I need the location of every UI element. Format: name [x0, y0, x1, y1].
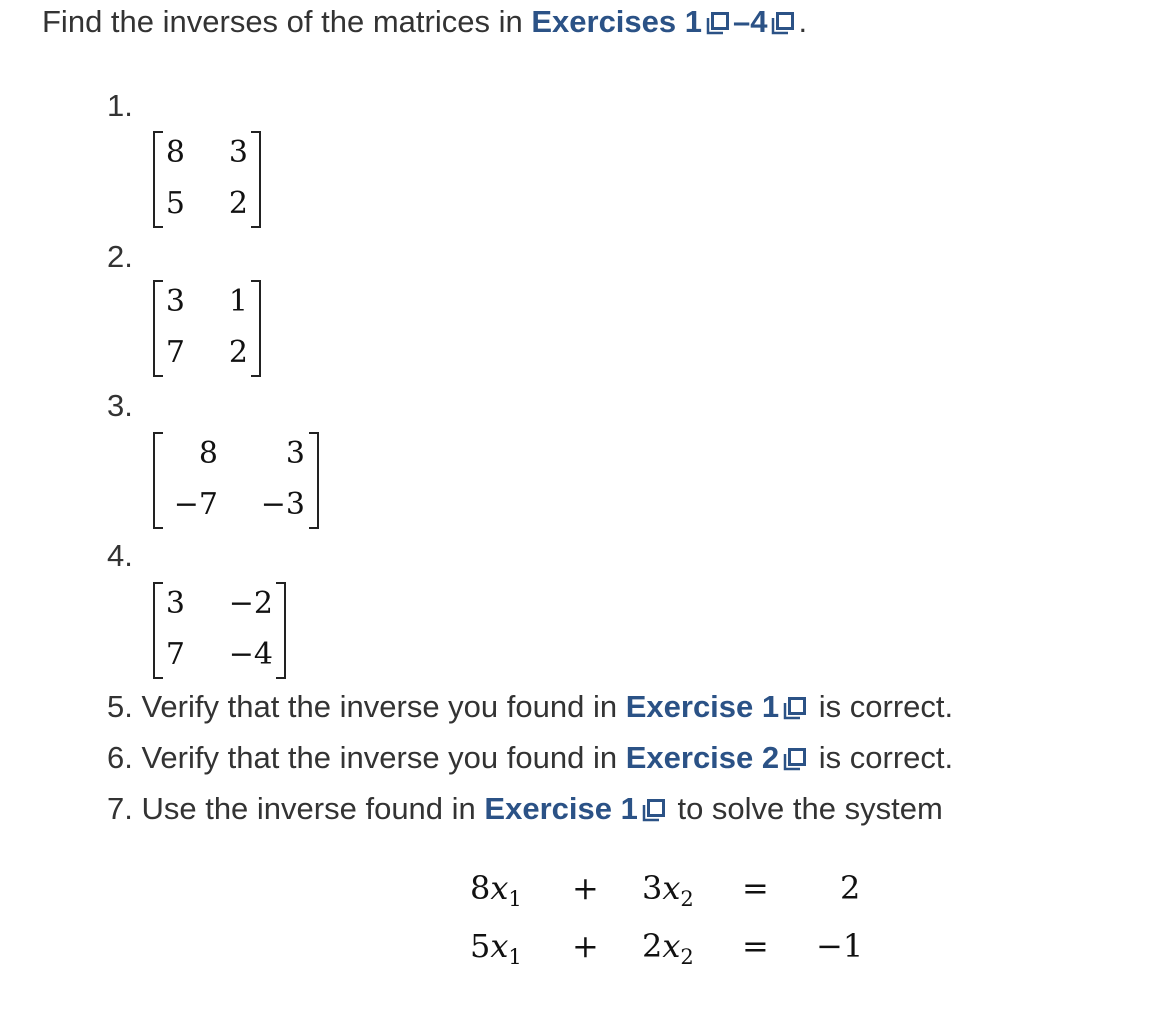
matrix-cell: 2 — [228, 335, 248, 370]
matrix-exercise-4 — [153, 582, 286, 679]
matrix-cell: 5 — [165, 186, 185, 221]
matrix-cell: 3 — [228, 135, 248, 170]
exercises-1-link[interactable]: Exercises 1 — [531, 4, 702, 39]
matrix-cell: 8 — [198, 436, 218, 471]
exercise-6: 6. Verify that the inverse you found in Exercise 2 is correct. — [107, 740, 954, 775]
open-in-new-window-icon[interactable] — [642, 798, 666, 822]
right-bracket — [276, 582, 286, 679]
instructions-heading: Find the inverses of the matrices in Exercises 1 –4 . — [42, 4, 808, 39]
matrix-cell: −4 — [228, 637, 273, 672]
exercise-number: 1. — [107, 88, 133, 123]
right-bracket — [309, 432, 319, 529]
matrix-cell: 3 — [165, 586, 185, 621]
equals-sign: = — [742, 927, 769, 965]
matrix-cell: 2 — [228, 186, 248, 221]
matrix-cell: 7 — [165, 637, 185, 672]
matrix-exercise-1 — [153, 131, 261, 228]
matrix-cell: 3 — [165, 284, 185, 319]
exercise-number: 2. — [107, 239, 133, 274]
left-bracket — [153, 432, 163, 529]
exercise-number: 4. — [107, 538, 133, 573]
matrix-cell: 8 — [165, 135, 185, 170]
matrix-exercise-3 — [153, 432, 319, 529]
open-in-new-window-icon[interactable] — [783, 696, 807, 720]
plus-sign: + — [572, 869, 599, 907]
term-x1: $5x_1$ — [470, 927, 522, 969]
rhs-value: −1 — [816, 927, 864, 965]
exercises-4-link[interactable]: –4 — [733, 4, 768, 39]
matrix-exercise-2 — [153, 280, 261, 377]
left-bracket — [153, 131, 163, 228]
matrix-cell: 3 — [285, 436, 305, 471]
term-x1: $8x_1$ — [470, 869, 522, 911]
exercise-7: 7. Use the inverse found in Exercise 1 to solve the system — [107, 791, 943, 826]
exercise-number: 3. — [107, 388, 133, 423]
open-in-new-window-icon[interactable] — [706, 11, 730, 35]
right-bracket — [251, 280, 261, 377]
matrix-cell: −3 — [260, 487, 305, 522]
plus-sign: + — [572, 927, 599, 965]
term-x2: $2x_2$ — [642, 927, 694, 969]
exercise-1-link[interactable]: Exercise 1 — [484, 791, 638, 826]
right-bracket — [251, 131, 261, 228]
open-in-new-window-icon[interactable] — [783, 747, 807, 771]
linear-system — [460, 866, 880, 976]
left-bracket — [153, 582, 163, 679]
left-bracket — [153, 280, 163, 377]
equals-sign: = — [742, 869, 769, 907]
open-in-new-window-icon[interactable] — [771, 11, 795, 35]
rhs-value: 2 — [840, 869, 861, 907]
matrix-cell: −7 — [173, 487, 218, 522]
exercise-2-link[interactable]: Exercise 2 — [625, 740, 780, 775]
matrix-cell: 7 — [165, 335, 185, 370]
matrix-cell: 1 — [228, 284, 248, 319]
exercise-1-link[interactable]: Exercise 1 — [625, 689, 780, 724]
matrix-cell: −2 — [228, 586, 273, 621]
exercise-5: 5. Verify that the inverse you found in Exercise 1 is correct. — [107, 689, 954, 724]
term-x2: $3x_2$ — [642, 869, 694, 911]
